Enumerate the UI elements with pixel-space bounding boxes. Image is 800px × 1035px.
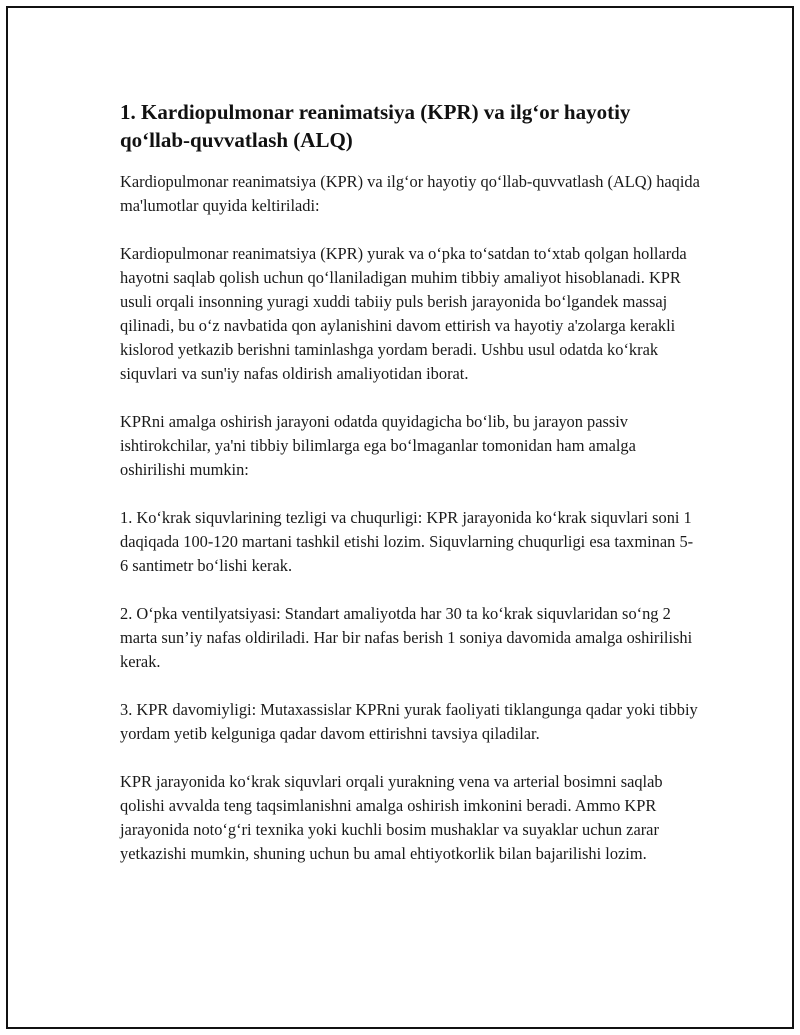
document-title: 1. Kardiopulmonar reanimatsiya (KPR) va ilg‘or hayotiy qo‘llab-quvvatlash (ALQ) (120, 100, 631, 152)
paragraph-conclusion: KPR jarayonida ko‘krak siquvlari orqali yurakning vena va arterial bosimni saqlab qolishi avvalda teng taqsimlanishni amalga oshirish imkonini beradi. Ammo KPR jarayonida noto‘g‘ri texnika yoki kuchli bosim mushaklar va suyaklar uchun zarar yetkazishi mumkin, shuning uchun bu amal ehtiyotkorlik bilan bajarilishi lozim. (120, 772, 663, 863)
paragraph-kpr-process: KPRni amalga oshirish jarayoni odatda quyidagicha bo‘lib, bu jarayon passiv ishtirokchilar, ya'ni tibbiy bilimlarga ega bo‘lmaganlar tomonidan ham amalga oshirilishi mumkin: (120, 412, 636, 479)
paragraph-kpr-definition: Kardiopulmonar reanimatsiya (KPR) yurak va o‘pka to‘satdan to‘xtab qolgan hollarda hayotni saqlab qolish uchun qo‘llaniladigan muhim tibbiy amaliyot hisoblanadi. KPR usuli orqali insonning yuragi xuddi tabiiy puls berish jarayonida bo‘lgandek massaj qilinadi, bu o‘z navbatida qon aylanishini davom ettirish va hayotiy a'zolarga kerakli kislorod yetkazib berishni taminlashga yordam beradi. Ushbu usul odatda ko‘krak siquvlari va sun'iy nafas oldirish amaliyotidan iborat. (120, 244, 687, 383)
paragraph-step-3: 3. KPR davomiyligi: Mutaxassislar KPRni yurak faoliyati tiklangunga qadar yoki tibbiy yordam yetib kelguniga qadar davom ettirishni tavsiya qiladilar. (120, 700, 698, 743)
page-frame (6, 6, 794, 1029)
paragraph-step-2: 2. O‘pka ventilyatsiyasi: Standart amaliyotda har 30 ta ko‘krak siquvlaridan so‘ng 2 marta sun’iy nafas oldiriladi. Har bir nafas berish 1 soniya davomida amalga oshirilishi kerak. (120, 604, 693, 671)
paragraph-step-1: 1. Ko‘krak siquvlarining tezligi va chuqurligi: KPR jarayonida ko‘krak siquvlari soni 1 daqiqada 100-120 martani tashkil etishi lozim. Siquvlarning chuqurligi esa taxminan 5-6 santimetr bo‘lishi kerak. (120, 508, 694, 575)
paragraph-intro: Kardiopulmonar reanimatsiya (KPR) va ilg‘or hayotiy qo‘llab-quvvatlash (ALQ) haqida ma'lumotlar quyida keltiriladi: (120, 172, 700, 215)
document-body (120, 98, 700, 890)
